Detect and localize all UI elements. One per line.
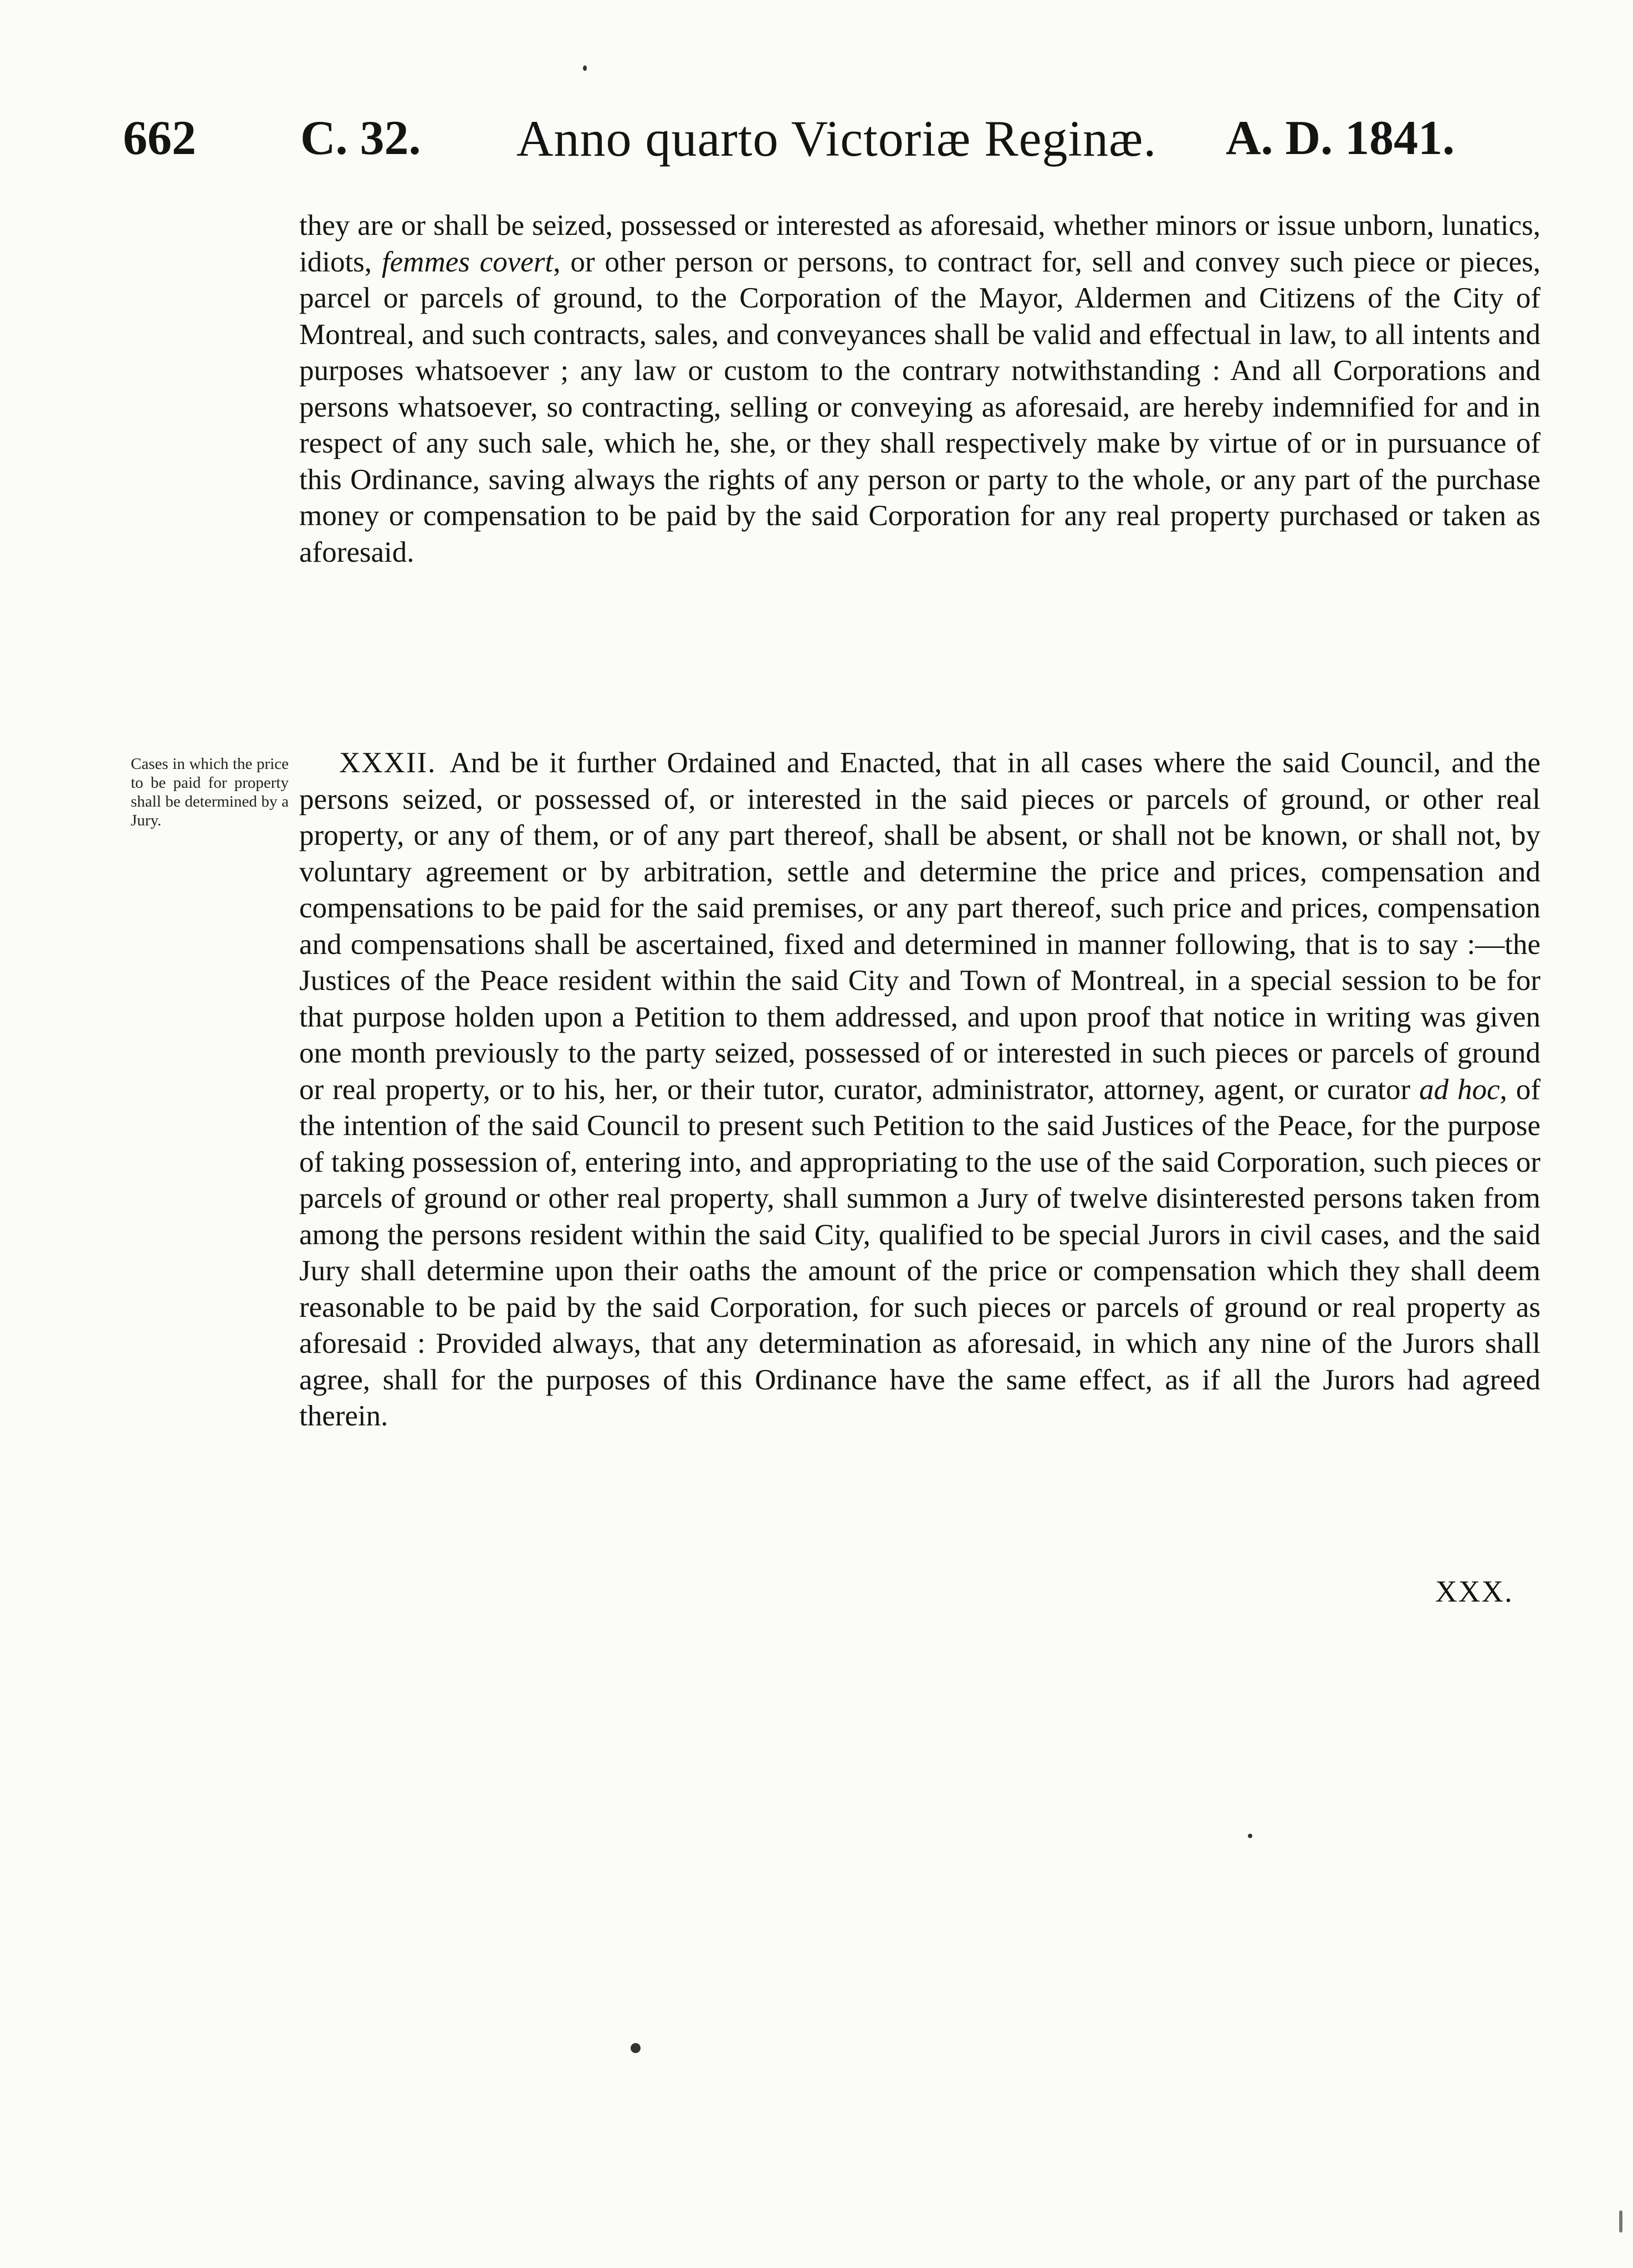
italic-term-ad-hoc: ad hoc: [1419, 1073, 1500, 1106]
scan-edge-mark: [1619, 2210, 1622, 2233]
catchword: XXX.: [1435, 1574, 1513, 1608]
year-label: A. D. 1841.: [1226, 111, 1455, 165]
section-text-a: And be it further Ordained and Enacted, that in all cases where the said Council, and the persons seized, or possessed of, or interested in the said pieces or parcels of ground, or other real property, or any of them, or of any part thereof, shall be absent, or shall not be known, or shall not, by voluntary agreement or by arbitration, settle and determine the price and prices, compensation and compensations to be paid for the said premises, or any part thereof, such price and prices, compensation and compensations shall be ascertained, fixed and determined in manner following, that is to say :—the Justices of the Peace resident within the said City and Town of Montreal, in a special session to be for that purpose holden upon a Petition to them addressed, and upon proof that notice in writing was given one month previously to the party seized, possessed of or interested in such pieces or parcels of ground or real property, or to his, her, or their tutor, curator, administrator, attorney, agent, or curator: [299, 747, 1540, 1106]
page-number: 662: [123, 111, 196, 165]
section-number: XXXII.: [339, 747, 437, 779]
paragraph-text-1b: , or other person or persons, to contract for, sell and convey such piece or pieces, parcel or parcels of ground, to the Corporation of the Mayor, Aldermen and Citizens of the City of Montreal, and such contracts, sales, and conveyances shall be valid and effectual in law, to all intents and purposes whatsoever ; any law or custom to the contrary notwithstanding : And all Corporations and persons whatsoever, so contracting, selling or conveying as aforesaid, are hereby indemnified for and in respect of any such sale, which he, she, or they shall respectively make by virtue of or in pursuance of this Ordinance, saving always the rights of any person or party to the whole, or any part of the purchase money or compensation to be paid by the said Corporation for any real property purchased or taken as aforesaid.: [299, 245, 1540, 568]
running-title: Anno quarto Victoriæ Reginæ.: [516, 110, 1157, 167]
continued-paragraph: [299, 208, 1540, 571]
section-text-b: , of the intention of the said Council to present such Petition to the said Justices of the Peace, for the purpose of taking possession of, entering into, and appropriating to the use of the said Corporation, such pieces or parcels of ground or other real property, shall summon a Jury of twelve disinterested persons taken from among the persons resident within the said City, qualified to be special Jurors in civil cases, and the said Jury shall determine upon their oaths the amount of the price or compensation which they shall deem reasonable to be paid by the said Corporation, for such pieces or parcels of ground or real property as aforesaid : Provided always, that any determination as aforesaid, in which any nine of the Jurors shall agree, shall for the purposes of this Ordinance have the same effect, as if all the Jurors had agreed therein.: [299, 1073, 1540, 1432]
scan-speck: [631, 2043, 641, 2053]
italic-term-femmes-covert: femmes covert: [381, 245, 554, 278]
chapter-number: C. 32.: [300, 111, 421, 165]
paragraph-text-1a: they are or shall be seized, possessed or interested as aforesaid, whether minors or issue unborn, lunatics, idiots,: [299, 209, 1540, 278]
running-header: [123, 108, 1542, 169]
scan-speck: [583, 65, 587, 71]
section-32-paragraph: [299, 745, 1540, 1435]
margin-note: Cases in which the price to be paid for property shall be determined by a Jury.: [131, 755, 289, 829]
scan-speck: [1248, 1834, 1252, 1838]
